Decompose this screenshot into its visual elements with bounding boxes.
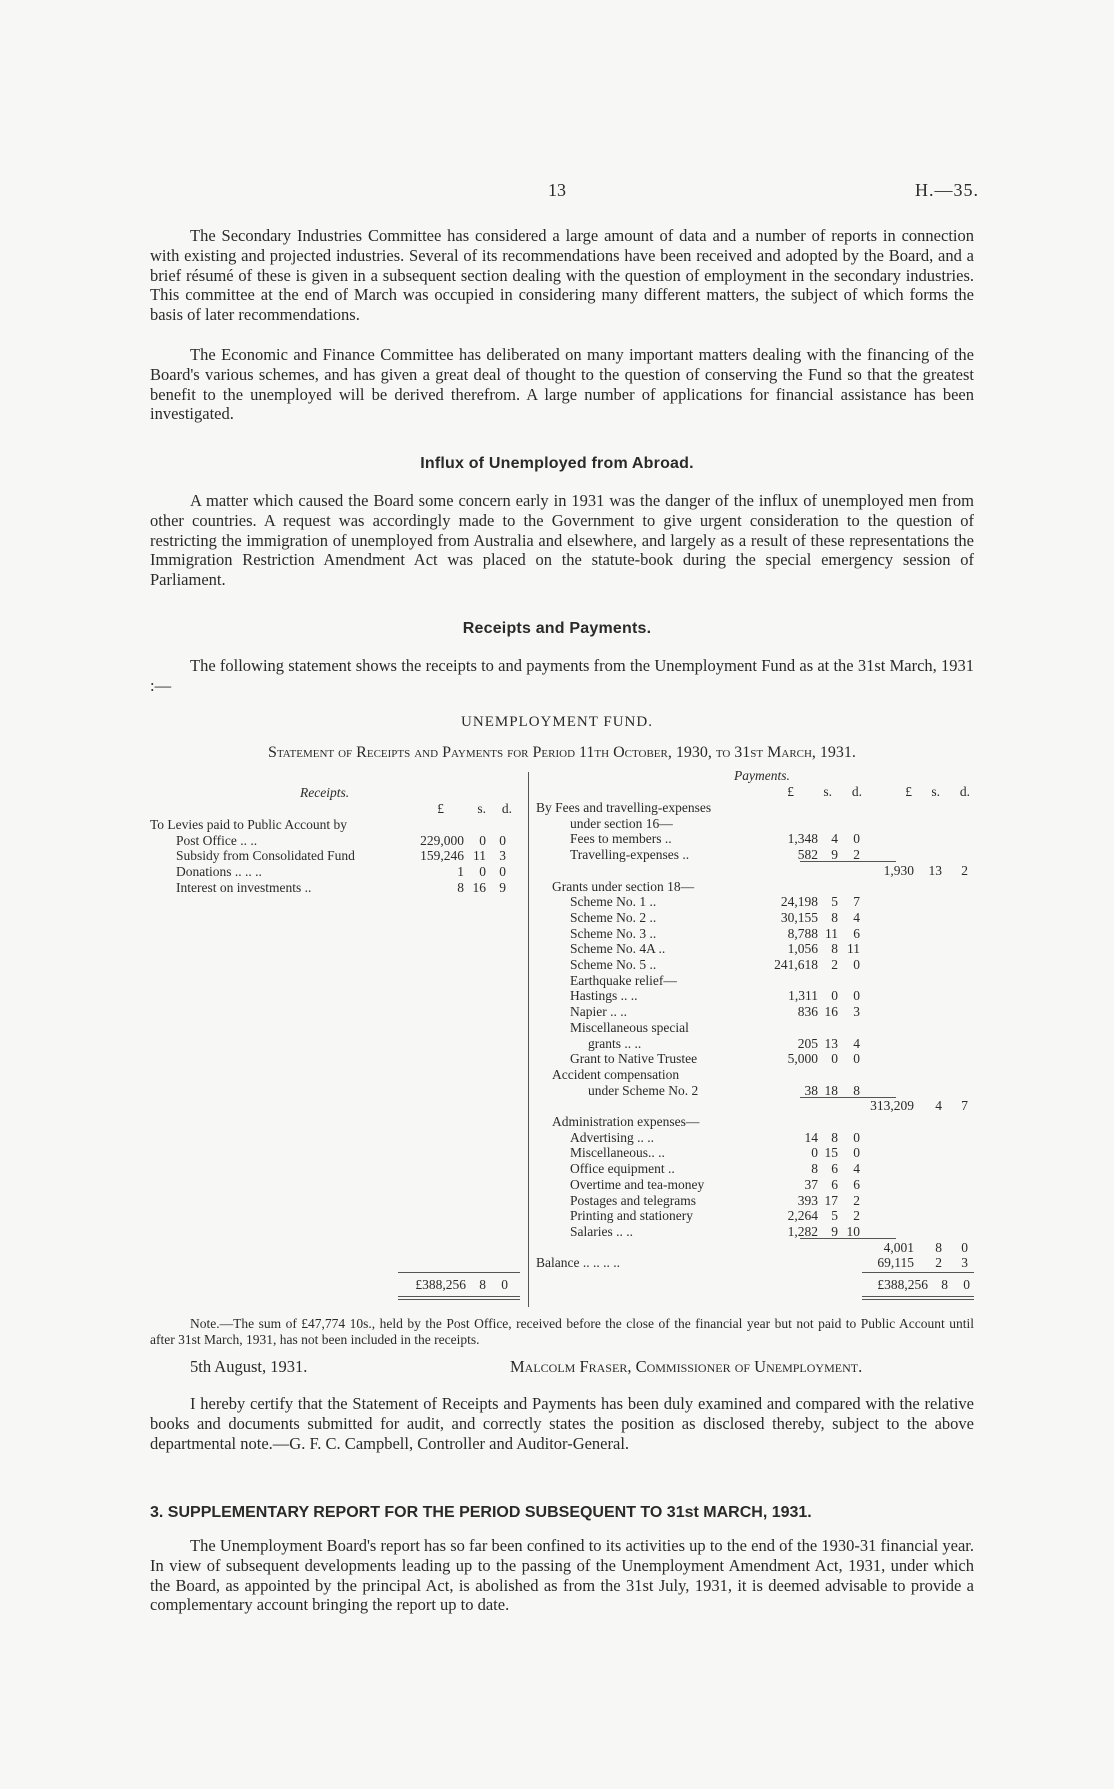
payments-col2-pence: d. [959, 784, 970, 799]
receipts-col-shillings: s. [477, 801, 486, 816]
payments-row-shillings: 5 [831, 894, 838, 910]
payments-row-pounds: 1,282 [787, 1223, 818, 1239]
payments-row-shillings: 8 [831, 941, 838, 957]
payments-total-rule [862, 1272, 974, 1273]
payments-row-pounds: 5,000 [787, 1051, 818, 1067]
payments-row-shillings: 4 [831, 831, 838, 847]
payments-row-pounds: 38 [804, 1082, 818, 1098]
payments-row-pence: 4 [853, 1035, 860, 1051]
payments-subtotal-pence: 0 [961, 1239, 968, 1255]
payments-row-pounds: 30,155 [780, 909, 818, 925]
payments-row-pounds: 393 [797, 1192, 818, 1208]
payments-row-pence: 8 [853, 1082, 860, 1098]
payments-row-label: Salaries .. .. [570, 1223, 633, 1239]
payments-row-label: under Scheme No. 2 [588, 1082, 699, 1098]
payments-row-shillings: 0 [831, 1051, 838, 1067]
payments-subtotal-pence: 3 [961, 1255, 968, 1271]
payments-col2-shillings: s. [931, 784, 940, 799]
auditor-certificate: I hereby certify that the Statement of Receipts and Payments has been duly examined and compared with the relative books and documents submitted for audit, and correctly states the position as disclosed thereby, subject to the above departmental note.—G. F. C. Campbell, Controller and Auditor-General. [150, 1394, 974, 1453]
receipts-row-label: Donations .. .. .. [176, 864, 262, 880]
payments-row-pounds: 1,348 [787, 831, 818, 847]
payments-row-shillings: 2 [831, 957, 838, 972]
payments-row-label: Office equipment .. [570, 1161, 675, 1177]
payments-row-shillings: 13 [824, 1035, 838, 1051]
payments-subtotal-shillings: 4 [935, 1098, 942, 1114]
receipts-total-pounds: £388,256 [415, 1277, 466, 1292]
receipts-row-pounds: 8 [457, 879, 464, 895]
heading-influx: Influx of Unemployed from Abroad. [420, 455, 694, 472]
payments-subtotal-pounds: 313,209 [870, 1098, 914, 1114]
payments-row-shillings: 9 [831, 1223, 838, 1239]
payments-total-double-rule-2 [862, 1299, 974, 1300]
payments-row-label: grants .. .. [588, 1035, 642, 1051]
payments-row-pence: 2 [853, 1192, 860, 1208]
receipts-col-pounds: £ [437, 801, 444, 816]
payments-row-pounds: 1,056 [787, 941, 818, 957]
payments-total-pounds: £388,256 [877, 1277, 928, 1292]
payments-row-shillings: 15 [824, 1145, 838, 1161]
payments-row-label: Administration expenses— [552, 1114, 700, 1129]
receipts-row-pounds: 1 [457, 864, 464, 880]
payments-row-label: Hastings .. .. [570, 988, 638, 1004]
payments-row-pence: 6 [853, 925, 860, 941]
receipts-row-pounds: 229,000 [420, 832, 464, 848]
heading-receipts-payments: Receipts and Payments. [462, 620, 652, 637]
payments-row-shillings: 17 [824, 1192, 838, 1208]
statement-subtitle: Statement of Receipts and Payments for Period 11th October, 1930, to 31st March, 1931. [268, 744, 856, 761]
payments-row-pence: 4 [853, 1161, 860, 1177]
payments-row-pounds: 836 [797, 1004, 818, 1020]
payments-row-label: Scheme No. 2 .. [570, 909, 657, 925]
payments-row-label: Overtime and tea-money [570, 1176, 705, 1192]
payments-subtotal-shillings: 13 [928, 862, 942, 878]
payments-row-pence: 0 [853, 957, 860, 972]
receipts-row-label: Subsidy from Consolidated Fund [176, 848, 355, 864]
receipts-row-label: Interest on investments .. [176, 879, 312, 895]
payments-row-label: under section 16— [570, 815, 673, 831]
section3-heading: 3. SUPPLEMENTARY REPORT FOR THE PERIOD SUBSEQUENT TO 31st MARCH, 1931. [150, 1504, 812, 1521]
payments-row-shillings: 6 [831, 1176, 838, 1192]
signature-signer: Malcolm Fraser, Commissioner of Unemployment. [510, 1357, 863, 1376]
payments-col-pence: d. [851, 784, 862, 799]
receipts-row-pence: 0 [499, 864, 506, 880]
payments-row-label: Balance .. .. .. .. [536, 1255, 620, 1271]
document-reference: H.—35. [915, 180, 979, 200]
payments-row-pence: 0 [853, 1129, 860, 1145]
payments-row-shillings: 8 [831, 1129, 838, 1145]
payments-total-pence: 0 [963, 1277, 970, 1292]
paragraph-statement-intro: The following statement shows the receipts to and payments from the Unemployment Fund as at the 31st March, 1931 :— [150, 656, 974, 695]
subtotal-rule-admin [800, 1238, 896, 1239]
signature-date: 5th August, 1931. [190, 1357, 308, 1376]
payments-subtotal-pounds: 1,930 [883, 862, 914, 878]
payments-subtotal-pence: 2 [961, 862, 968, 878]
receipts-row-pence: 9 [499, 879, 506, 895]
page-number: 13 [548, 180, 566, 200]
receipts-total-shillings: 8 [479, 1277, 486, 1292]
payments-col-pounds: £ [787, 784, 794, 799]
payments-col-shillings: s. [823, 784, 832, 799]
receipts-row-label: To Levies paid to Public Account by [150, 817, 348, 832]
payments-row-shillings: 11 [825, 925, 838, 941]
paragraph-secondary-industries: The Secondary Industries Committee has considered a large amount of data and a number of reports in connection with existing and projected industries. Several of its recommendations have been received and adopted by the Board, and a brief résumé of these is given in a subsequent section dealing with the question of employment in the secondary industries. This committee at the end of March was occupied in considering many different matters, the subject of which forms the basis of later recommendations. [150, 226, 974, 325]
payments-row-label: Grants under section 18— [552, 878, 695, 894]
payments-row-pounds: 241,618 [774, 957, 818, 972]
payments-total-shillings: 8 [941, 1277, 948, 1292]
payments-row-pence: 2 [853, 847, 860, 863]
payments-row-label: Scheme No. 5 .. [570, 957, 657, 972]
payments-row-label: Travelling-expenses .. [570, 847, 690, 863]
payments-row-shillings: 9 [831, 847, 838, 863]
payments-row-pence: 4 [853, 909, 860, 925]
payments-row-pence: 0 [853, 988, 860, 1004]
payments-row-label: Accident compensation [552, 1066, 680, 1082]
payments-row-pence: 7 [853, 894, 860, 910]
receipts-row-shillings: 11 [473, 848, 486, 864]
payments-row-label: Scheme No. 4A .. [570, 941, 666, 957]
payments-subtotal-pounds: 4,001 [883, 1239, 914, 1255]
payments-row-label: Scheme No. 3 .. [570, 925, 657, 941]
receipts-col-pence: d. [501, 801, 512, 816]
receipts-row-shillings: 0 [479, 864, 486, 880]
payments-row-pounds: 8 [811, 1161, 818, 1177]
receipts-heading: Receipts. [300, 785, 350, 800]
payments-row-shillings: 16 [824, 1004, 838, 1020]
payments-col2-pounds: £ [905, 784, 912, 799]
payments-row-pounds: 2,264 [787, 1208, 818, 1224]
receipts-row-shillings: 0 [479, 832, 486, 848]
payments-row-pence: 0 [853, 1051, 860, 1067]
payments-row-label: Scheme No. 1 .. [570, 894, 657, 910]
receipts-total-rule [398, 1272, 520, 1273]
payments-subtotal-pounds: 69,115 [877, 1255, 914, 1271]
payments-row-pence: 10 [846, 1223, 860, 1239]
payments-row-pounds: 8,788 [787, 925, 818, 941]
payments-row-pounds: 14 [804, 1129, 818, 1145]
subtotal-rule-fees [800, 861, 896, 862]
payments-row-shillings: 0 [831, 988, 838, 1004]
receipts-row-pence: 3 [499, 848, 506, 864]
payments-row-pounds: 1,311 [788, 988, 818, 1004]
paragraph-influx: A matter which caused the Board some concern early in 1931 was the danger of the influx of unemployed men from other countries. A request was accordingly made to the Government to give urgent consideration to the question of restricting the immigration of unemployed from Australia and elsewhere, and largely as a result of these representations the Immigration Restriction Amendment Act was placed on the statute-book during the special emergency session of Parliament. [150, 491, 974, 590]
payments-row-label: Earthquake relief— [570, 972, 677, 988]
payments-row-shillings: 5 [831, 1208, 838, 1224]
payments-row-label: Grant to Native Trustee [570, 1051, 698, 1067]
payments-row-pounds: 24,198 [780, 894, 818, 910]
payments-subtotal-shillings: 2 [935, 1255, 942, 1271]
section3-text: The Unemployment Board's report has so far been confined to its activities up to the end of the 1930-31 financial year. In view of subsequent developments leading up to the passing of the Unemployment Amendment Act, 1931, under which the Board, as appointed by the principal Act, is abolished as from the 31st July, 1931, it is deemed advisable to provide a complementary account bringing the report up to date. [150, 1536, 974, 1615]
subtotal-rule-grants [800, 1097, 896, 1098]
receipts-total-double-rule-2 [398, 1299, 520, 1300]
payments-row-pence: 6 [853, 1176, 860, 1192]
payments-row-pounds: 0 [811, 1145, 818, 1161]
payments-row-label: Napier .. .. [570, 1004, 627, 1020]
payments-row-label: Miscellaneous special [570, 1019, 689, 1035]
column-divider [528, 772, 529, 1307]
payments-row-pounds: 205 [797, 1035, 818, 1051]
payments-row-label: Miscellaneous.. .. [570, 1145, 665, 1161]
payments-heading: Payments. [734, 768, 790, 783]
paragraph-economic-finance: The Economic and Finance Committee has deliberated on many important matters dealing with the financing of the Board's various schemes, and has given a great deal of thought to the question of conserving the Fund so that the greatest benefit to the unemployed will be derived therefrom. A large number of applications for financial assistance has been investigated. [150, 345, 974, 424]
payments-row-label: Fees to members .. [570, 831, 672, 847]
payments-row-pence: 3 [853, 1004, 860, 1020]
payments-row-shillings: 6 [831, 1161, 838, 1177]
payments-total-double-rule [862, 1296, 974, 1297]
payments-row-label: By Fees and travelling-expenses [536, 800, 712, 815]
payments-subtotal-pence: 7 [961, 1098, 968, 1114]
payments-row-shillings: 18 [824, 1082, 838, 1098]
receipts-total-pence: 0 [501, 1277, 508, 1292]
payments-row-shillings: 8 [831, 909, 838, 925]
payments-row-label: Advertising .. .. [570, 1129, 654, 1145]
payments-row-pounds: 582 [797, 847, 818, 863]
receipts-row-pence: 0 [499, 832, 506, 848]
statement-note: Note.—The sum of £47,774 10s., held by the Post Office, received before the close of the financial year but not paid to Public Account until after 31st March, 1931, has not been included in the receipts. [150, 1316, 974, 1347]
receipts-total-double-rule [398, 1296, 520, 1297]
payments-row-pence: 0 [853, 1145, 860, 1161]
receipts-row-shillings: 16 [472, 879, 486, 895]
payments-row-pounds: 37 [804, 1176, 818, 1192]
receipts-row-label: Post Office .. .. [176, 832, 258, 848]
payments-subtotal-shillings: 8 [935, 1239, 942, 1255]
payments-row-label: Printing and stationery [570, 1208, 693, 1224]
payments-row-pence: 2 [853, 1208, 860, 1224]
payments-row-label: Postages and telegrams [570, 1192, 696, 1208]
payments-row-pence: 0 [853, 831, 860, 847]
fund-title: UNEMPLOYMENT FUND. [461, 714, 653, 730]
payments-row-pence: 11 [847, 941, 860, 957]
receipts-row-pounds: 159,246 [420, 848, 464, 864]
